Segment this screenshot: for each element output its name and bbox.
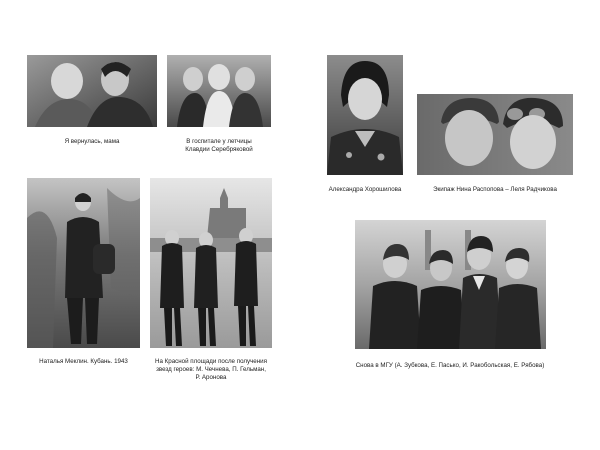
caption-photo2	[160, 138, 278, 154]
photo-red-square	[150, 178, 272, 348]
caption-photo4-line3: Р. Аронова	[195, 374, 227, 381]
caption-photo6: Экипаж Нина Распопова – Леля Радчикова	[433, 186, 557, 193]
caption-photo4	[150, 358, 272, 382]
caption-photo1: Я вернулась, мама	[64, 138, 120, 145]
caption-photo5: Александра Хорошилова	[328, 186, 402, 193]
caption-photo2-line2: Клавдии Серебряковой	[185, 146, 253, 153]
photo-crew-raspopova-radchikova	[417, 94, 573, 175]
photo-mother-and-daughter	[27, 55, 157, 127]
photo-hospital	[167, 55, 271, 127]
caption-photo2-line1: В госпитале у летчицы	[186, 138, 252, 145]
caption-photo3: Наталья Меклин. Кубань. 1943	[39, 358, 128, 365]
photo-mgu-group	[355, 220, 546, 349]
caption-photo4-line1: На Красной площади после получения	[155, 358, 267, 365]
caption-photo7: Снова в МГУ (А. Зубкова, Е. Пасько, И. Ракобольская, Е. Рябова)	[355, 362, 545, 369]
photo-alexandra-khoroshilova	[327, 55, 403, 175]
caption-photo4-line2: звезд героев: М. Чечнева, П. Гельман,	[156, 366, 266, 373]
photo-natalya-meklin	[27, 178, 140, 348]
